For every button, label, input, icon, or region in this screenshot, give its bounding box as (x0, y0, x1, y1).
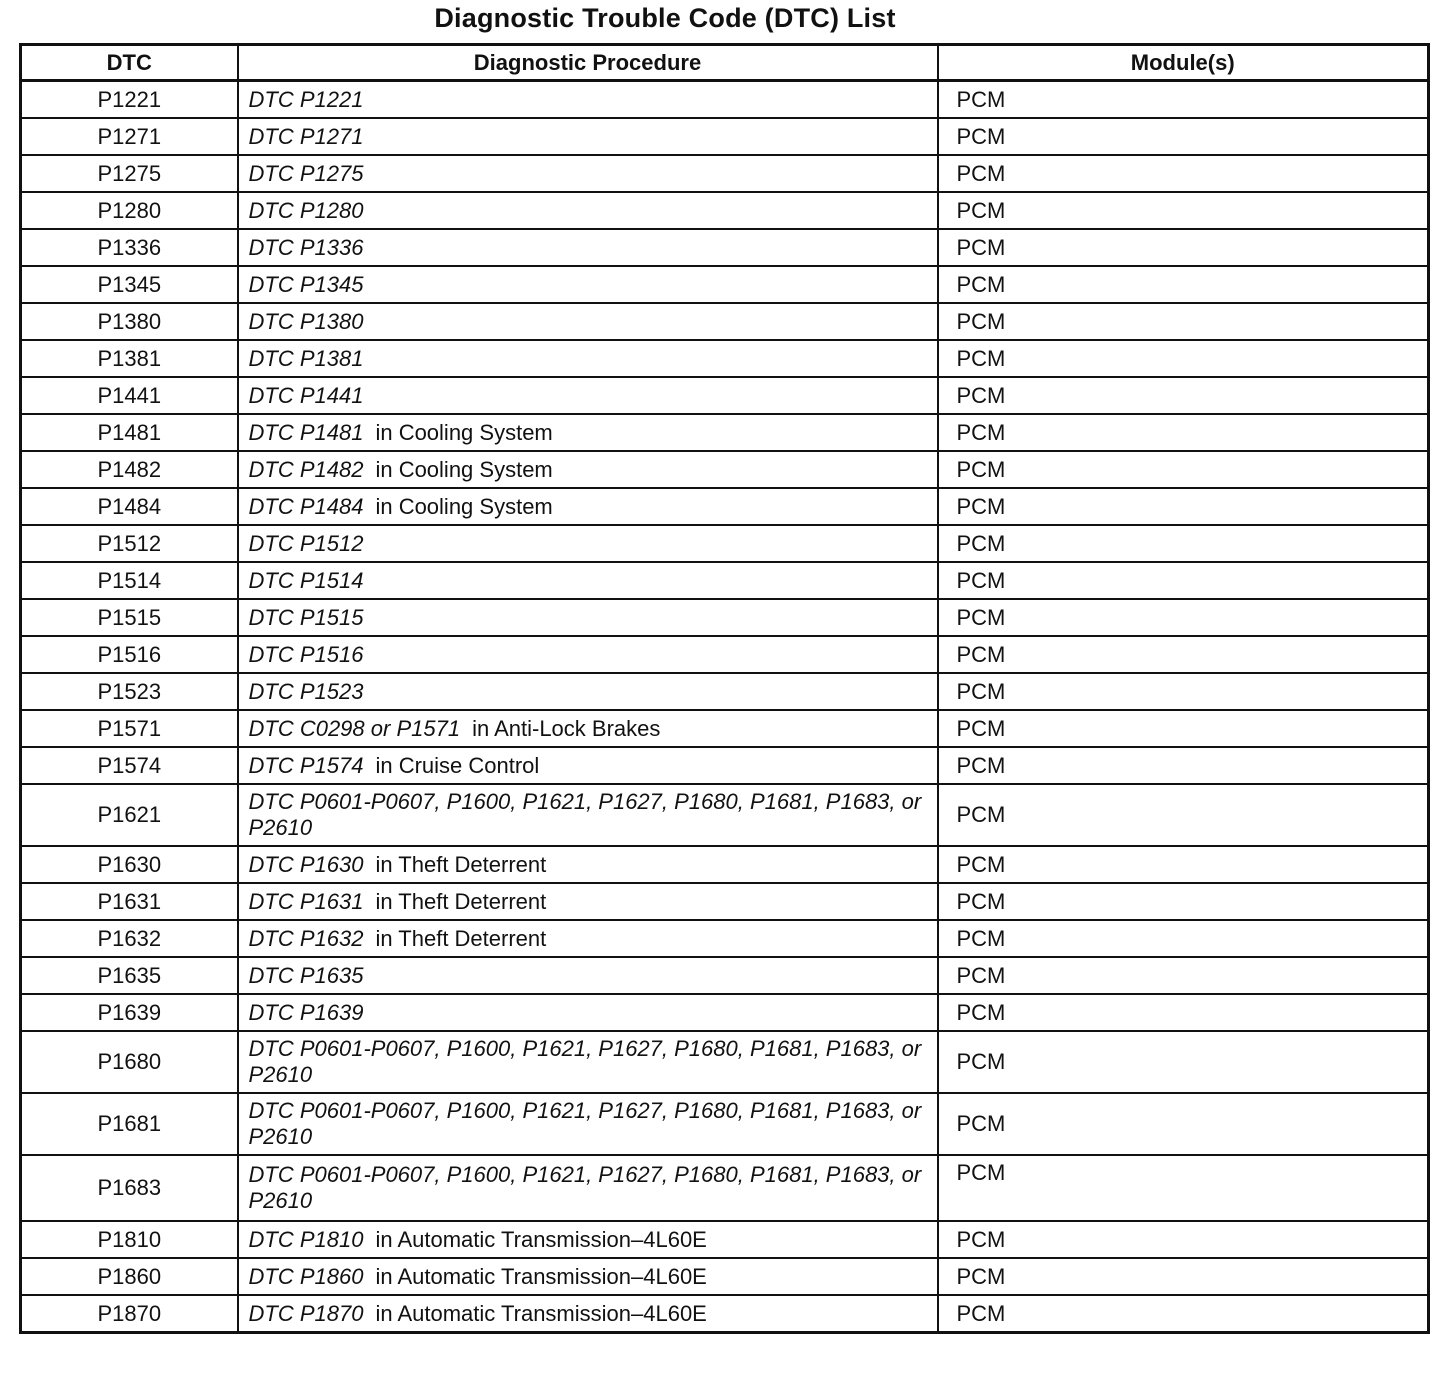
table-row (21, 303, 1429, 340)
module-cell: PCM (938, 957, 1429, 994)
table-row (21, 377, 1429, 414)
diagnostic-procedure-cell (238, 957, 938, 994)
table-row (21, 599, 1429, 636)
dtc-code-cell: P1275 (21, 155, 238, 192)
module-cell: PCM (938, 883, 1429, 920)
module-cell: PCM (938, 155, 1429, 192)
table-row (21, 883, 1429, 920)
dtc-table (19, 43, 1430, 1334)
diagnostic-procedure-cell (238, 377, 938, 414)
module-cell: PCM (938, 636, 1429, 673)
module-cell: PCM (938, 920, 1429, 957)
dtc-code-cell: P1484 (21, 488, 238, 525)
dtc-code-cell: P1870 (21, 1295, 238, 1333)
procedure-section: in Automatic Transmission–4L60E (375, 1226, 707, 1252)
diagnostic-procedure-cell (238, 155, 938, 192)
procedure-reference: DTC P1441 (248, 382, 364, 408)
table-row (21, 636, 1429, 673)
dtc-code-cell: P1639 (21, 994, 238, 1031)
diagnostic-procedure-cell (238, 414, 938, 451)
diagnostic-procedure-cell (238, 562, 938, 599)
procedure-reference: DTC P1345 (248, 271, 364, 297)
dtc-code-cell: P1336 (21, 229, 238, 266)
procedure-reference: DTC P1630 (248, 851, 364, 877)
module-cell: PCM (938, 81, 1429, 119)
dtc-code-cell: P1516 (21, 636, 238, 673)
procedure-reference: DTC P1523 (248, 678, 364, 704)
dtc-code-cell: P1512 (21, 525, 238, 562)
module-cell: PCM (938, 1221, 1429, 1258)
diagnostic-procedure-cell (238, 81, 938, 119)
procedure-reference: DTC P1484 (248, 493, 364, 519)
diagnostic-procedure-cell (238, 599, 938, 636)
table-row (21, 747, 1429, 784)
diagnostic-procedure-cell (238, 1155, 938, 1221)
diagnostic-procedure-cell (238, 451, 938, 488)
dtc-code-cell: P1574 (21, 747, 238, 784)
table-row (21, 118, 1429, 155)
module-cell: PCM (938, 303, 1429, 340)
procedure-reference: DTC P1512 (248, 530, 364, 556)
table-row (21, 562, 1429, 599)
table-row (21, 920, 1429, 957)
dtc-code-cell: P1680 (21, 1031, 238, 1093)
diagnostic-procedure-cell (238, 994, 938, 1031)
module-cell: PCM (938, 414, 1429, 451)
module-cell: PCM (938, 118, 1429, 155)
dtc-code-cell: P1221 (21, 81, 238, 119)
module-cell: PCM (938, 488, 1429, 525)
procedure-reference: DTC P1380 (248, 308, 364, 334)
diagnostic-procedure-cell (238, 303, 938, 340)
dtc-code-cell: P1571 (21, 710, 238, 747)
procedure-reference: DTC P1280 (248, 197, 364, 223)
diagnostic-procedure-cell (238, 784, 938, 846)
diagnostic-procedure-cell (238, 525, 938, 562)
dtc-code-cell: P1481 (21, 414, 238, 451)
diagnostic-procedure-cell (238, 846, 938, 883)
dtc-code-cell: P1631 (21, 883, 238, 920)
module-cell: PCM (938, 192, 1429, 229)
dtc-code-cell: P1381 (21, 340, 238, 377)
dtc-code-cell: P1514 (21, 562, 238, 599)
header-diagnostic-procedure: Diagnostic Procedure (238, 45, 938, 81)
diagnostic-procedure-cell (238, 1093, 938, 1155)
diagnostic-procedure-cell (238, 673, 938, 710)
table-row (21, 192, 1429, 229)
table-row (21, 1258, 1429, 1295)
module-cell: PCM (938, 994, 1429, 1031)
table-row (21, 488, 1429, 525)
table-row (21, 846, 1429, 883)
module-cell: PCM (938, 599, 1429, 636)
diagnostic-procedure-cell (238, 710, 938, 747)
procedure-reference: DTC P1574 (248, 752, 364, 778)
procedure-reference: DTC P1515 (248, 604, 364, 630)
table-row (21, 1295, 1429, 1333)
diagnostic-procedure-cell (238, 920, 938, 957)
module-cell: PCM (938, 340, 1429, 377)
procedure-reference: DTC P1870 (248, 1300, 364, 1326)
module-cell: PCM (938, 1031, 1429, 1093)
module-cell: PCM (938, 747, 1429, 784)
procedure-reference: DTC P0601-P0607, P1600, P1621, P1627, P1680, P1681, P1683, or P2610 (248, 1036, 922, 1087)
module-cell: PCM (938, 562, 1429, 599)
procedure-reference: DTC P0601-P0607, P1600, P1621, P1627, P1680, P1681, P1683, or P2610 (248, 789, 922, 840)
dtc-code-cell: P1380 (21, 303, 238, 340)
table-row (21, 155, 1429, 192)
module-cell: PCM (938, 1093, 1429, 1155)
header-dtc: DTC (21, 45, 238, 81)
table-row (21, 710, 1429, 747)
diagnostic-procedure-cell (238, 192, 938, 229)
procedure-section: in Automatic Transmission–4L60E (375, 1300, 707, 1326)
module-cell: PCM (938, 1155, 1429, 1221)
procedure-section: in Anti-Lock Brakes (472, 715, 661, 741)
dtc-code-cell: P1271 (21, 118, 238, 155)
module-cell: PCM (938, 846, 1429, 883)
procedure-section: in Theft Deterrent (375, 888, 547, 914)
procedure-section: in Cooling System (375, 456, 553, 482)
procedure-reference: DTC P1275 (248, 160, 364, 186)
dtc-code-cell: P1681 (21, 1093, 238, 1155)
procedure-reference: DTC P1271 (248, 123, 364, 149)
diagnostic-procedure-cell (238, 747, 938, 784)
table-row (21, 525, 1429, 562)
dtc-code-cell: P1630 (21, 846, 238, 883)
procedure-reference: DTC P1221 (248, 86, 364, 112)
procedure-section: in Cooling System (375, 493, 553, 519)
dtc-code-cell: P1345 (21, 266, 238, 303)
table-row (21, 414, 1429, 451)
diagnostic-procedure-cell (238, 488, 938, 525)
procedure-section: in Theft Deterrent (375, 925, 547, 951)
table-row (21, 229, 1429, 266)
procedure-reference: DTC P1639 (248, 999, 364, 1025)
table-row (21, 340, 1429, 377)
diagnostic-procedure-cell (238, 340, 938, 377)
module-cell: PCM (938, 784, 1429, 846)
module-cell: PCM (938, 1295, 1429, 1333)
procedure-reference: DTC P1810 (248, 1226, 364, 1252)
diagnostic-procedure-cell (238, 1031, 938, 1093)
table-row (21, 81, 1429, 119)
dtc-code-cell: P1635 (21, 957, 238, 994)
procedure-reference: DTC P1381 (248, 345, 364, 371)
procedure-reference: DTC P1632 (248, 925, 364, 951)
procedure-reference: DTC P1481 (248, 419, 364, 445)
module-cell: PCM (938, 229, 1429, 266)
page-title: Diagnostic Trouble Code (DTC) List (434, 3, 896, 33)
procedure-section: in Cruise Control (375, 752, 540, 778)
procedure-reference: DTC P1631 (248, 888, 364, 914)
diagnostic-procedure-cell (238, 883, 938, 920)
procedure-reference: DTC P0601-P0607, P1600, P1621, P1627, P1680, P1681, P1683, or P2610 (248, 1098, 922, 1149)
dtc-code-cell: P1683 (21, 1155, 238, 1221)
procedure-reference: DTC P0601-P0607, P1600, P1621, P1627, P1680, P1681, P1683, or P2610 (248, 1162, 922, 1213)
procedure-reference: DTC P1635 (248, 962, 364, 988)
table-body (21, 81, 1429, 1333)
table-row (21, 1093, 1429, 1155)
dtc-code-cell: P1860 (21, 1258, 238, 1295)
table-row (21, 266, 1429, 303)
diagnostic-procedure-cell (238, 1258, 938, 1295)
table-row (21, 451, 1429, 488)
procedure-section: in Automatic Transmission–4L60E (375, 1263, 707, 1289)
diagnostic-procedure-cell (238, 1221, 938, 1258)
module-cell: PCM (938, 1258, 1429, 1295)
diagnostic-procedure-cell (238, 266, 938, 303)
table-header-row (21, 45, 1429, 81)
diagnostic-procedure-cell (238, 1295, 938, 1333)
table-row (21, 1221, 1429, 1258)
module-cell: PCM (938, 266, 1429, 303)
dtc-code-cell: P1810 (21, 1221, 238, 1258)
dtc-code-cell: P1441 (21, 377, 238, 414)
header-modules: Module(s) (938, 45, 1429, 81)
table-row (21, 1031, 1429, 1093)
table-row (21, 673, 1429, 710)
module-cell: PCM (938, 525, 1429, 562)
table-row (21, 784, 1429, 846)
diagnostic-procedure-cell (238, 229, 938, 266)
module-cell: PCM (938, 451, 1429, 488)
diagnostic-procedure-cell (238, 636, 938, 673)
procedure-section: in Theft Deterrent (375, 851, 547, 877)
dtc-code-cell: P1632 (21, 920, 238, 957)
dtc-code-cell: P1280 (21, 192, 238, 229)
procedure-reference: DTC P1482 (248, 456, 364, 482)
dtc-code-cell: P1515 (21, 599, 238, 636)
dtc-code-cell: P1621 (21, 784, 238, 846)
procedure-section: in Cooling System (375, 419, 553, 445)
procedure-reference: DTC P1336 (248, 234, 364, 260)
procedure-reference: DTC C0298 or P1571 (248, 715, 461, 741)
table-row (21, 994, 1429, 1031)
dtc-code-cell: P1482 (21, 451, 238, 488)
diagnostic-procedure-cell (238, 118, 938, 155)
table-row (21, 1155, 1429, 1221)
procedure-reference: DTC P1860 (248, 1263, 364, 1289)
module-cell: PCM (938, 673, 1429, 710)
table-row (21, 957, 1429, 994)
module-cell: PCM (938, 710, 1429, 747)
module-cell: PCM (938, 377, 1429, 414)
dtc-code-cell: P1523 (21, 673, 238, 710)
procedure-reference: DTC P1514 (248, 567, 364, 593)
procedure-reference: DTC P1516 (248, 641, 364, 667)
